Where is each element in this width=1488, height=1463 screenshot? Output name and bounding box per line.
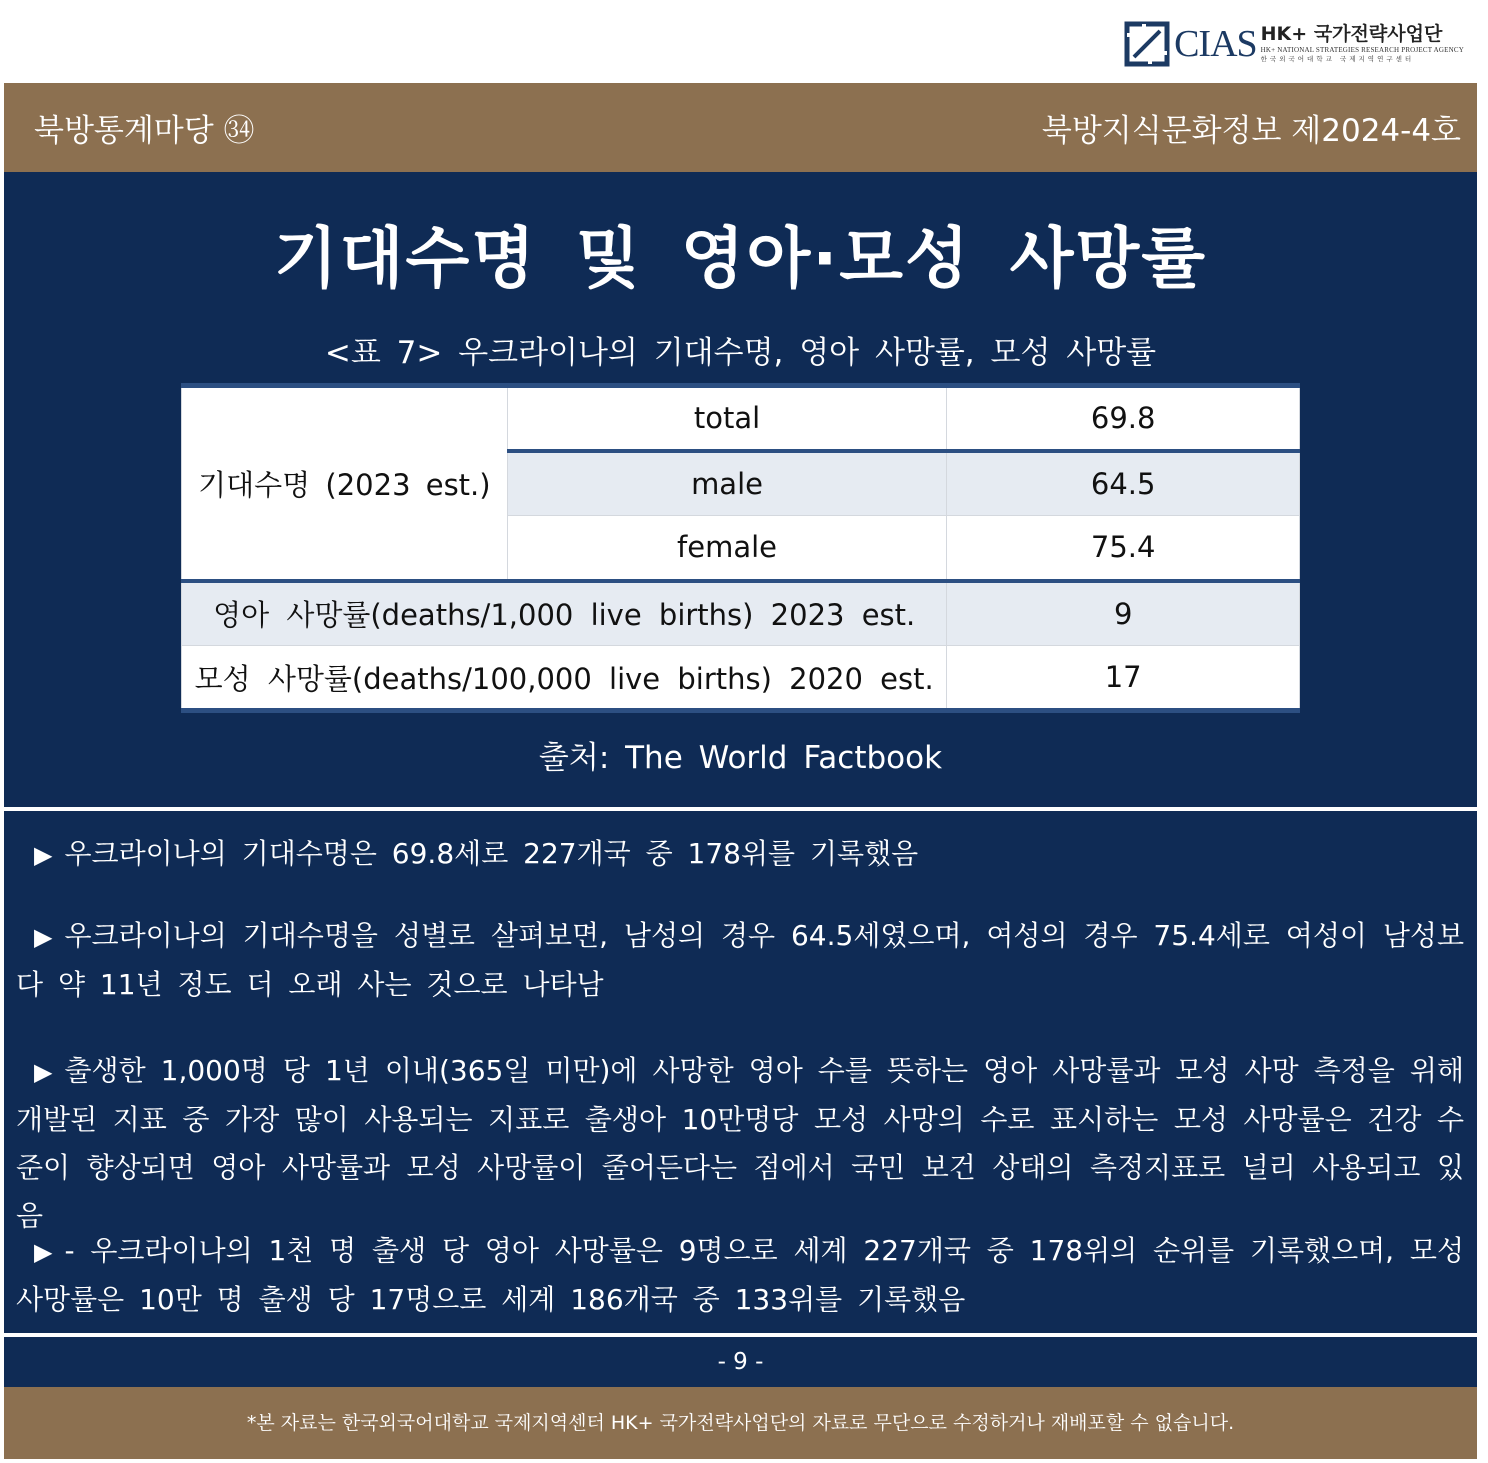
series-label: 북방통계마당 ㉞ [34,113,255,149]
infant-mortality-label: 영아 사망률(deaths/1,000 live births) 2023 est. [182,581,947,646]
source-citation: 출처: The World Factbook [538,740,943,776]
bullet-arrow-icon: ▶ [34,1238,53,1266]
row-label-female: female [507,516,947,581]
issue-label: 북방지식문화정보 제2024-4호 [1041,113,1461,149]
bullet-text: 출생한 1,000명 당 1년 이내(365일 미만)에 사망한 영아 수를 뜻하는 영아 사망률과 모성 사망 측정을 위해 개발된 지표 중 가장 많이 사용되는 지표로 출생아 10만명당 모성 사망의 수로 표시하는 모성 사망률은 건강 수준이 향상되면 영아 사망률과 모성 사망률이 줄어든다는 점에서 국민 보건 상태의 측정지표로 널리 사용되고 있음 [16,1054,1464,1232]
page-title: 기대수명 및 영아·모성 사망률 [273,220,1208,297]
maternal-mortality-label: 모성 사망률(deaths/100,000 live births) 2020 est. [182,646,947,711]
bullet-text: - 우크라이나의 1천 명 출생 당 영아 사망률은 9명으로 세계 227개국 중 178위의 순위를 기록했으며, 모성 사망률은 10만 명 출생 당 17명으로 세계 186개국 중 133위를 기록했음 [16,1234,1464,1316]
list-item [16,1227,1464,1324]
logo-brand: CIAS [1174,23,1257,65]
list-item [16,1047,1464,1240]
table-row [182,646,1300,711]
table-row [182,581,1300,646]
row-value-total: 69.8 [947,386,1300,451]
table-caption: <표 7> 우크라이나의 기대수명, 영아 사망률, 모성 사망률 [324,335,1157,371]
bullet-arrow-icon: ▶ [34,923,53,951]
list-item [16,830,1464,879]
table-row [182,386,1300,451]
row-label-male: male [507,451,947,516]
cias-logo [1124,18,1464,70]
life-expectancy-header: 기대수명 (2023 est.) [182,386,508,581]
infant-mortality-value: 9 [947,581,1300,646]
maternal-mortality-value: 17 [947,646,1300,711]
bullet-arrow-icon: ▶ [34,1058,53,1086]
logo-subtitle-en: HK+ NATIONAL STRATEGIES RESEARCH PROJECT AGENCY [1260,46,1464,55]
statistics-table [181,383,1300,713]
cias-emblem-icon [1124,21,1170,67]
page-number: - 9 - [4,1337,1477,1387]
logo-title: HK+ 국가전략사업단 [1260,23,1443,46]
list-item [16,912,1464,1009]
footer-notice: *본 자료는 한국외국어대학교 국제지역센터 HK+ 국가전략사업단의 자료로 무단으로 수정하거나 재배포할 수 없습니다. [4,1387,1477,1459]
logo-subtitle-ko: 한국외국어대학교 국제지역연구센터 [1260,55,1415,64]
bullet-text: 우크라이나의 기대수명을 성별로 살펴보면, 남성의 경우 64.5세였으며, 여성의 경우 75.4세로 여성이 남성보다 약 11년 정도 더 오래 사는 것으로 나타남 [16,919,1464,1001]
row-label-total: total [507,386,947,451]
row-value-male: 64.5 [947,451,1300,516]
header-bar [4,83,1477,172]
bullet-arrow-icon: ▶ [34,841,53,869]
row-value-female: 75.4 [947,516,1300,581]
bullet-text: 우크라이나의 기대수명은 69.8세로 227개국 중 178위를 기록했음 [64,837,919,870]
